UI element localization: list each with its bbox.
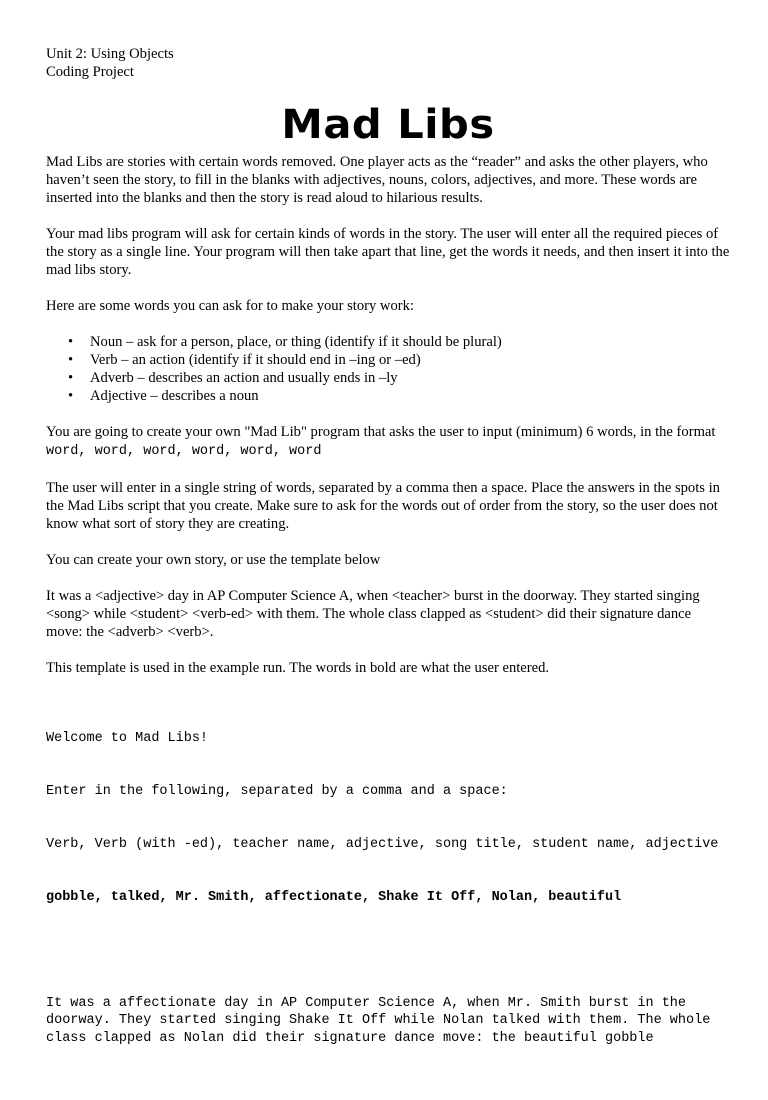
list-item-text: Noun – ask for a person, place, or thing (identify if it should be plural) <box>90 334 502 350</box>
words-intro-paragraph: Here are some words you can ask for to make your story work: <box>46 298 414 314</box>
console-prompt-line: Enter in the following, separated by a comma and a space: <box>46 783 508 799</box>
intro-paragraph: Mad Libs are stories with certain words removed. One player acts as the “reader” and asks the other players, who haven’t seen the story, to fill in the blanks with adjectives, nouns, colors, adjectives, and more. These words are inserted into the blanks and then the story is read aloud to hilarious results. <box>46 154 708 206</box>
list-item <box>68 387 730 405</box>
example-output-console <box>46 959 730 1082</box>
unit-label: Unit 2: Using Objects <box>46 46 174 62</box>
format-code: word, word, word, word, word, word <box>46 444 322 459</box>
bullet-icon: • <box>68 334 74 350</box>
create-program-paragraph <box>46 423 730 461</box>
list-item-text: Adverb – describes an action and usually ends in –ly <box>90 370 398 386</box>
template-note-paragraph: This template is used in the example run. The words in bold are what the user entered. <box>46 660 550 676</box>
own-story-paragraph: You can create your own story, or use the template below <box>46 552 381 568</box>
bullet-icon: • <box>68 352 74 368</box>
list-item <box>68 351 730 369</box>
bullet-icon: • <box>68 388 74 404</box>
project-label: Coding Project <box>46 64 134 80</box>
example-run-console <box>46 695 730 941</box>
list-item <box>68 333 730 351</box>
list-item-text: Adjective – describes a noun <box>90 388 259 404</box>
document-header <box>46 45 730 81</box>
list-item <box>68 369 730 387</box>
list-item-text: Verb – an action (identify if it should end in –ing or –ed) <box>90 352 421 368</box>
bullet-icon: • <box>68 370 74 386</box>
console-welcome-line: Welcome to Mad Libs! <box>46 731 209 747</box>
document-page <box>46 45 730 1100</box>
console-fields-line: Verb, Verb (with -ed), teacher name, adjective, song title, student name, adjective <box>46 836 719 852</box>
console-user-input-line: gobble, talked, Mr. Smith, affectionate, Shake It Off, Nolan, beautiful <box>46 889 622 905</box>
page-title: Mad Libs <box>281 102 495 148</box>
word-types-list <box>46 333 730 405</box>
console-output-text: It was a affectionate day in AP Computer Science A, when Mr. Smith burst in the doorway. They started singing Shake It Off while Nolan talked with them. The whole class clapped as Nolan did their signature dance move: the beautiful gobble <box>46 995 719 1046</box>
template-story-paragraph: It was a <adjective> day in AP Computer Science A, when <teacher> burst in the doorway. They started singing <song> while <student> <verb-ed> with them. The whole class clapped as <student> did their signature dance move: the <adverb> <verb>. <box>46 588 700 640</box>
create-program-text: You are going to create your own "Mad Lib" program that asks the user to input (minimum) 6 words, in the format <box>46 424 716 440</box>
user-entry-paragraph: The user will enter in a single string of words, separated by a comma then a space. Place the answers in the spots in the Mad Libs script that you create. Make sure to ask for the words out of order from the story, so the user does not know what sort of story they are creating. <box>46 480 720 532</box>
program-description-paragraph: Your mad libs program will ask for certain kinds of words in the story. The user will enter all the required pieces of the story as a single line. Your program will then take apart that line, get the words it needs, and then insert it into the mad libs story. <box>46 226 730 278</box>
